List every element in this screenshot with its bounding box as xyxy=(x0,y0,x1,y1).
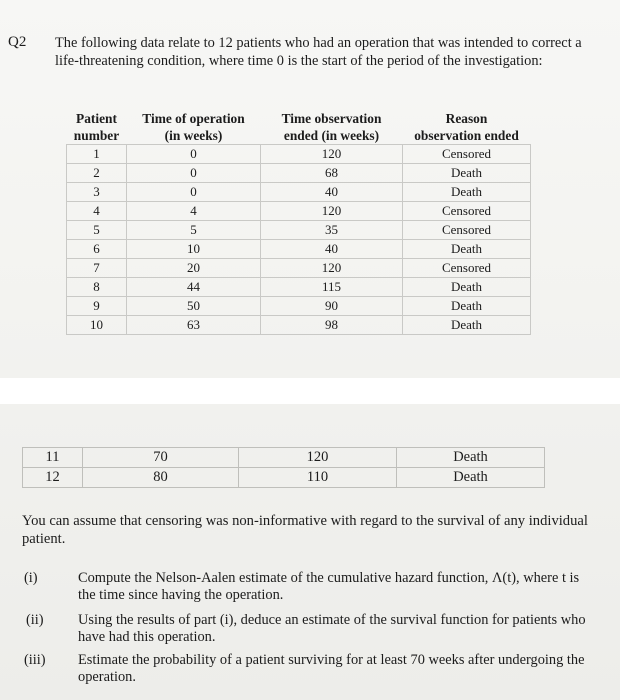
header-patient-number xyxy=(67,110,127,145)
cell-operation-time: 50 xyxy=(127,297,261,316)
cell-operation-time: 70 xyxy=(83,448,239,468)
cell-operation-time: 0 xyxy=(127,164,261,183)
cell-operation-time: 44 xyxy=(127,278,261,297)
part-label: (ii) xyxy=(26,612,44,628)
table-row xyxy=(67,202,531,221)
header-text: Time of operation xyxy=(142,111,245,126)
question-intro: The following data relate to 12 patients who had an operation that was intended to correct a life-threatening condition, where time 0 is the start of the period of the investigation: xyxy=(55,35,582,69)
header-reason xyxy=(403,110,531,145)
table-header-row xyxy=(67,110,531,145)
cell-observation-end: 40 xyxy=(261,240,403,259)
cell-observation-end: 120 xyxy=(261,145,403,164)
cell-patient: 12 xyxy=(23,468,83,488)
cell-operation-time: 0 xyxy=(127,183,261,202)
cell-reason: Death xyxy=(403,297,531,316)
cell-patient: 6 xyxy=(67,240,127,259)
cell-patient: 5 xyxy=(67,221,127,240)
cell-patient: 1 xyxy=(67,145,127,164)
cell-reason: Death xyxy=(403,240,531,259)
header-time-observation-ended xyxy=(261,110,403,145)
cell-patient: 8 xyxy=(67,278,127,297)
header-text: observation ended xyxy=(414,128,519,143)
cell-reason: Death xyxy=(397,448,545,468)
table-row xyxy=(67,240,531,259)
table-row xyxy=(67,259,531,278)
part-label: (iii) xyxy=(24,652,46,668)
part-ii xyxy=(0,612,620,652)
cell-reason: Death xyxy=(403,183,531,202)
header-text: number xyxy=(73,128,120,143)
table-row xyxy=(67,221,531,240)
cell-patient: 9 xyxy=(67,297,127,316)
table-row xyxy=(67,183,531,202)
cell-observation-end: 40 xyxy=(261,183,403,202)
header-time-of-operation xyxy=(127,110,261,145)
cell-observation-end: 35 xyxy=(261,221,403,240)
part-label: (i) xyxy=(24,570,38,586)
cell-observation-end: 68 xyxy=(261,164,403,183)
cell-observation-end: 120 xyxy=(261,259,403,278)
cell-observation-end: 120 xyxy=(261,202,403,221)
header-text: ended (in weeks) xyxy=(283,128,380,143)
screenshot-gap xyxy=(0,378,620,404)
cell-operation-time: 0 xyxy=(127,145,261,164)
cell-reason: Censored xyxy=(403,259,531,278)
cell-patient: 7 xyxy=(67,259,127,278)
part-i xyxy=(0,570,620,610)
cell-operation-time: 80 xyxy=(83,468,239,488)
header-text: Reason xyxy=(445,111,488,126)
cell-observation-end: 98 xyxy=(261,316,403,335)
cell-patient: 3 xyxy=(67,183,127,202)
cell-patient: 10 xyxy=(67,316,127,335)
table-row xyxy=(67,164,531,183)
part-text: Compute the Nelson-Aalen estimate of the cumulative hazard function, Λ(t), where t is the time since having the operation. xyxy=(78,570,580,603)
table-row xyxy=(67,278,531,297)
cell-operation-time: 20 xyxy=(127,259,261,278)
cell-patient: 11 xyxy=(23,448,83,468)
cell-reason: Death xyxy=(403,278,531,297)
cell-reason: Censored xyxy=(403,145,531,164)
patient-table xyxy=(66,110,531,335)
header-text: Time observation xyxy=(281,111,382,126)
cell-observation-end: 120 xyxy=(239,448,397,468)
part-text: Using the results of part (i), deduce an estimate of the survival function for patients who have had this operation. xyxy=(78,612,586,645)
part-iii xyxy=(0,652,620,692)
table-row xyxy=(67,316,531,335)
table-row xyxy=(23,468,545,488)
cell-patient: 2 xyxy=(67,164,127,183)
cell-observation-end: 90 xyxy=(261,297,403,316)
cell-observation-end: 110 xyxy=(239,468,397,488)
part-text: Estimate the probability of a patient surviving for at least 70 weeks after undergoing the operation. xyxy=(78,652,585,685)
cell-reason: Death xyxy=(403,316,531,335)
cell-reason: Censored xyxy=(403,221,531,240)
cell-operation-time: 4 xyxy=(127,202,261,221)
table-row xyxy=(67,145,531,164)
header-text: (in weeks) xyxy=(164,128,223,143)
cell-reason: Censored xyxy=(403,202,531,221)
cell-operation-time: 5 xyxy=(127,221,261,240)
cell-operation-time: 10 xyxy=(127,240,261,259)
assumption-text: You can assume that censoring was non-informative with regard to the survival of any individual patient. xyxy=(22,513,588,547)
table-row xyxy=(67,297,531,316)
cell-operation-time: 63 xyxy=(127,316,261,335)
cell-reason: Death xyxy=(397,468,545,488)
patient-table-continued xyxy=(22,447,545,488)
question-number: Q2 xyxy=(8,34,27,50)
cell-observation-end: 115 xyxy=(261,278,403,297)
cell-patient: 4 xyxy=(67,202,127,221)
header-text: Patient xyxy=(76,111,117,126)
table-row xyxy=(23,448,545,468)
cell-reason: Death xyxy=(403,164,531,183)
